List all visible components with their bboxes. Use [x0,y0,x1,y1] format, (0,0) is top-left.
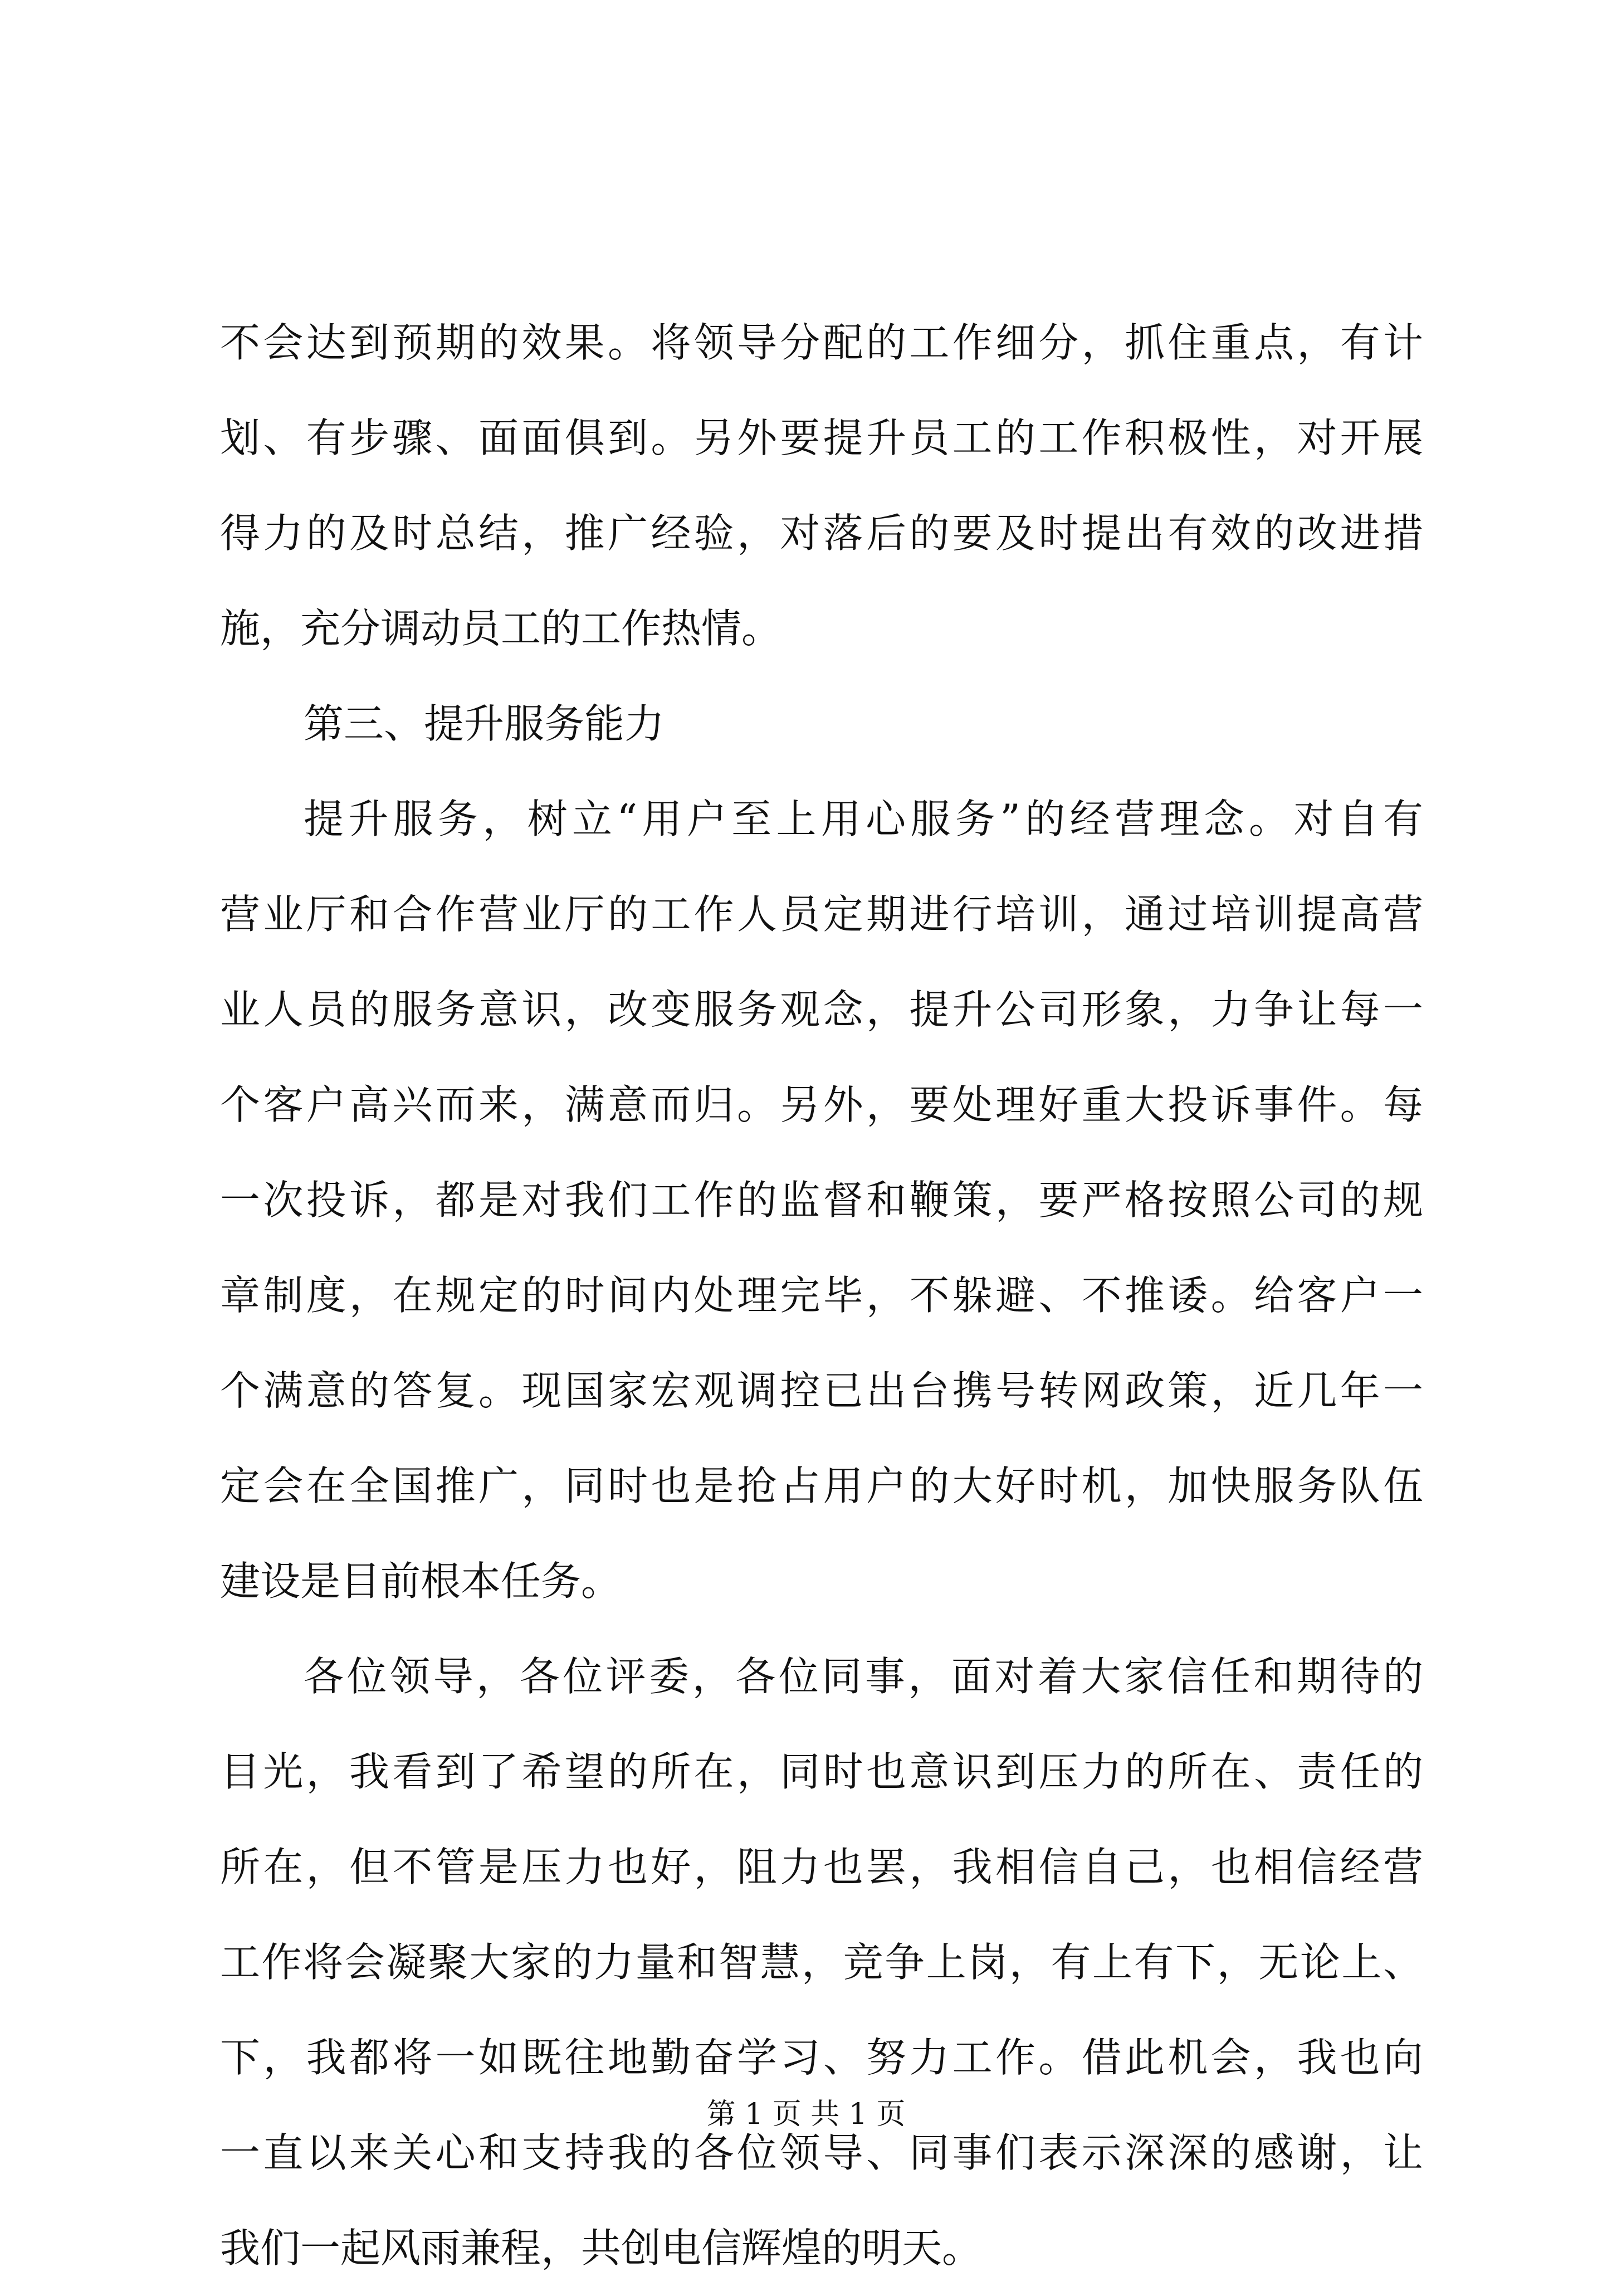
text-line: 一直以来关心和支持我的各位领导、同事们表示深深的感谢，让 [220,2129,1423,2176]
text-line: 得力的及时总结，推广经验，对落后的要及时提出有效的改进措 [220,510,1423,557]
text-line: 一次投诉，都是对我们工作的监督和鞭策，要严格按照公司的规 [220,1177,1423,1223]
page-footer [0,2095,1612,2134]
text-line: 个客户高兴而来，满意而归。另外，要处理好重大投诉事件。每 [220,1081,1423,1128]
body-text [220,295,1423,2296]
page-number-label: 第 1 页 共 1 页 [706,2098,906,2131]
text-line: 下，我都将一如既往地勤奋学习、努力工作。借此机会，我也向 [220,2034,1423,2081]
text-line: 业人员的服务意识，改变服务观念，提升公司形象，力争让每一 [220,986,1423,1033]
section-heading: 第三、提升服务能力 [304,700,665,747]
text-line: 提升服务，树立“用户至上用心服务”的经营理念。对自有 [304,796,1423,842]
text-line: 个满意的答复。现国家宏观调控已出台携号转网政策，近几年一 [220,1367,1423,1414]
text-line: 各位领导，各位评委，各位同事，面对着大家信任和期待的 [304,1653,1423,1700]
text-line: 章制度，在规定的时间内处理完毕，不躲避、不推诿。给客户一 [220,1272,1423,1319]
text-line: 划、有步骤、面面俱到。另外要提升员工的工作积极性，对开展 [220,415,1423,461]
text-line: 施，充分调动员工的工作热情。 [220,605,782,652]
text-line: 目光，我看到了希望的所在，同时也意识到压力的所在、责任的 [220,1748,1423,1795]
text-line: 工作将会凝聚大家的力量和智慧，竞争上岗，有上有下，无论上、 [220,1939,1423,1986]
text-line: 我们一起风雨兼程，共创电信辉煌的明天。 [220,2225,983,2271]
text-line: 建设是目前根本任务。 [220,1558,622,1605]
text-line: 定会在全国推广，同时也是抢占用户的大好时机，加快服务队伍 [220,1463,1423,1509]
text-line: 不会达到预期的效果。将领导分配的工作细分，抓住重点，有计 [220,319,1423,366]
text-line: 所在，但不管是压力也好，阻力也罢，我相信自己，也相信经营 [220,1844,1423,1890]
text-line: 营业厅和合作营业厅的工作人员定期进行培训，通过培训提高营 [220,891,1423,938]
